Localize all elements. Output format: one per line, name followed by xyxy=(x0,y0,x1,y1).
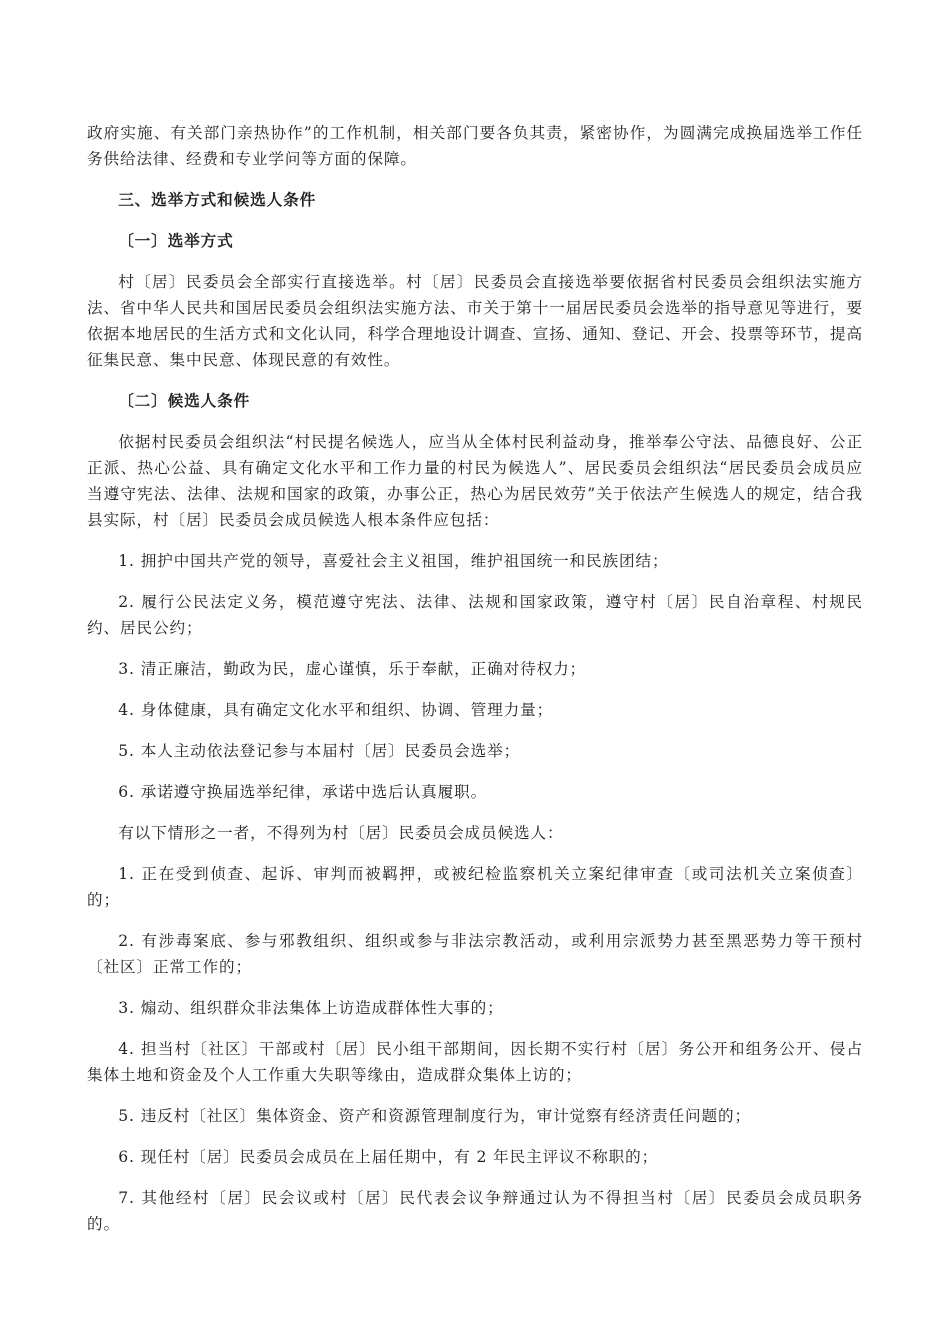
exclusion-item: 1. 正在受到侦查、起诉、审判而被羁押，或被纪检监察机关立案纪律审查〔或司法机关立案侦查〕的； xyxy=(87,865,863,909)
document-page xyxy=(87,120,863,1252)
condition-item: 2. 履行公民法定义务，模范遵守宪法、法律、法规和国家政策，遵守村〔居〕民自治章程、村规民约、居民公约； xyxy=(87,593,863,637)
subsection-1-heading: 〔一〕选举方式 xyxy=(118,231,234,250)
exclusion-item: 3. 煽动、组织群众非法集体上访造成群体性大事的； xyxy=(118,999,504,1017)
intro-continuation-paragraph: 政府实施、有关部门亲热协作”的工作机制，相关部门要各负其责，紧密协作，为圆满完成换届选举工作任务供给法律、经费和专业学问等方面的保障。 xyxy=(87,124,863,168)
condition-item: 1. 拥护中国共产党的领导，喜爱社会主义祖国，维护祖国统一和民族团结； xyxy=(118,552,669,570)
exclusion-item: 2. 有涉毒案底、参与邪教组织、组织或参与非法宗教活动，或利用宗派势力甚至黑恶势力等干预村〔社区〕正常工作的； xyxy=(87,932,863,976)
exclusion-item: 4. 担当村〔社区〕干部或村〔居〕民小组干部期间，因长期不实行村〔居〕务公开和组务公开、侵占集体土地和资金及个人工作重大失职等缘由，造成群众集体上访的； xyxy=(87,1040,863,1084)
condition-item: 6. 承诺遵守换届选举纪律，承诺中选后认真履职。 xyxy=(118,783,488,801)
exclusion-item: 5. 违反村〔社区〕集体资金、资产和资源管理制度行为，审计觉察有经济责任问题的； xyxy=(118,1107,751,1125)
exclusion-item: 6. 现任村〔居〕民委员会成员在上届任期中，有 2 年民主评议不称职的； xyxy=(118,1148,659,1166)
condition-item: 4. 身体健康，具有确定文化水平和组织、协调、管理力量； xyxy=(118,701,554,719)
section-3-heading: 三、选举方式和候选人条件 xyxy=(118,190,317,209)
condition-item: 5. 本人主动依法登记参与本届村〔居〕民委员会选举； xyxy=(118,742,521,760)
subsection-2-heading: 〔二〕候选人条件 xyxy=(118,391,251,410)
exclusion-item: 7. 其他经村〔居〕民会议或村〔居〕民代表会议争辩通过认为不得担当村〔居〕民委员会成员职务的。 xyxy=(87,1189,863,1233)
condition-item: 3. 清正廉洁，勤政为民，虚心谨慎，乐于奉献，正确对待权力； xyxy=(118,660,587,678)
candidate-conditions-paragraph: 依据村民委员会组织法“村民提名候选人，应当从全体村民利益动身，推举奉公守法、品德良好、公正正派、热心公益、具有确定文化水平和工作力量的村民为候选人”、居民委员会组织法“居民委员会成员应当遵守宪法、法律、法规和国家的政策，办事公正，热心为居民效劳”关于依法产生候选人的规定，结合我县实际，村〔居〕民委员会成员候选人根本条件应包括： xyxy=(87,433,863,529)
exclusion-intro-paragraph: 有以下情形之一者，不得列为村〔居〕民委员会成员候选人： xyxy=(118,824,564,842)
election-method-paragraph: 村〔居〕民委员会全部实行直接选举。村〔居〕民委员会直接选举要依据省村民委员会组织法实施方法、省中华人民共和国居民委员会组织法实施方法、市关于第十一届居民委员会选举的指导意见等进行，要依据本地居民的生活方式和文化认同，科学合理地设计调查、宣扬、通知、登记、开会、投票等环节，提高征集民意、集中民意、体现民意的有效性。 xyxy=(87,273,863,369)
